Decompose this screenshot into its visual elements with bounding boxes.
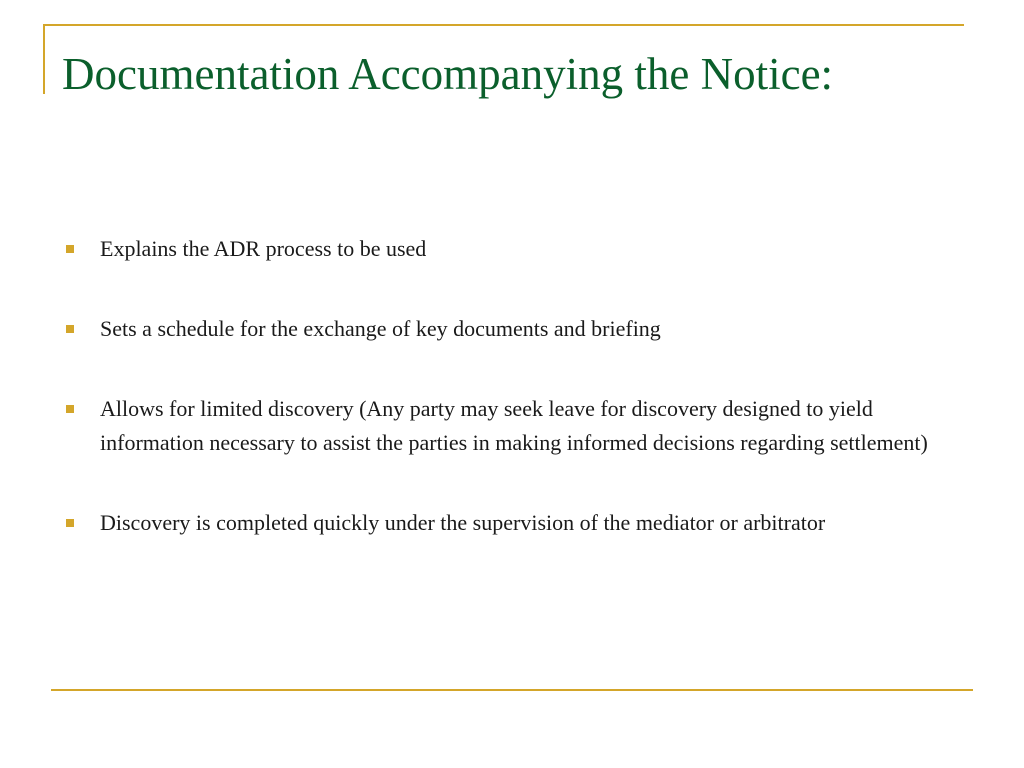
frame-left-line [43, 24, 45, 94]
bullet-item [62, 392, 962, 460]
bullet-item [62, 506, 962, 540]
frame-bottom-line [51, 689, 973, 691]
slide-title: Documentation Accompanying the Notice: [62, 49, 834, 99]
bullet-text: Allows for limited discovery (Any party may seek leave for discovery designed to yield information necessary to assist the parties in making informed decisions regarding settlement) [100, 396, 928, 455]
square-bullet-icon [66, 325, 74, 333]
bullet-text: Sets a schedule for the exchange of key documents and briefing [100, 316, 661, 341]
square-bullet-icon [66, 519, 74, 527]
bullet-item [62, 312, 962, 346]
square-bullet-icon [66, 245, 74, 253]
square-bullet-icon [66, 405, 74, 413]
bullet-list [62, 232, 962, 586]
bullet-text: Discovery is completed quickly under the supervision of the mediator or arbitrator [100, 510, 826, 535]
bullet-item [62, 232, 962, 266]
frame-top-line [43, 24, 964, 26]
bullet-text: Explains the ADR process to be used [100, 236, 427, 261]
